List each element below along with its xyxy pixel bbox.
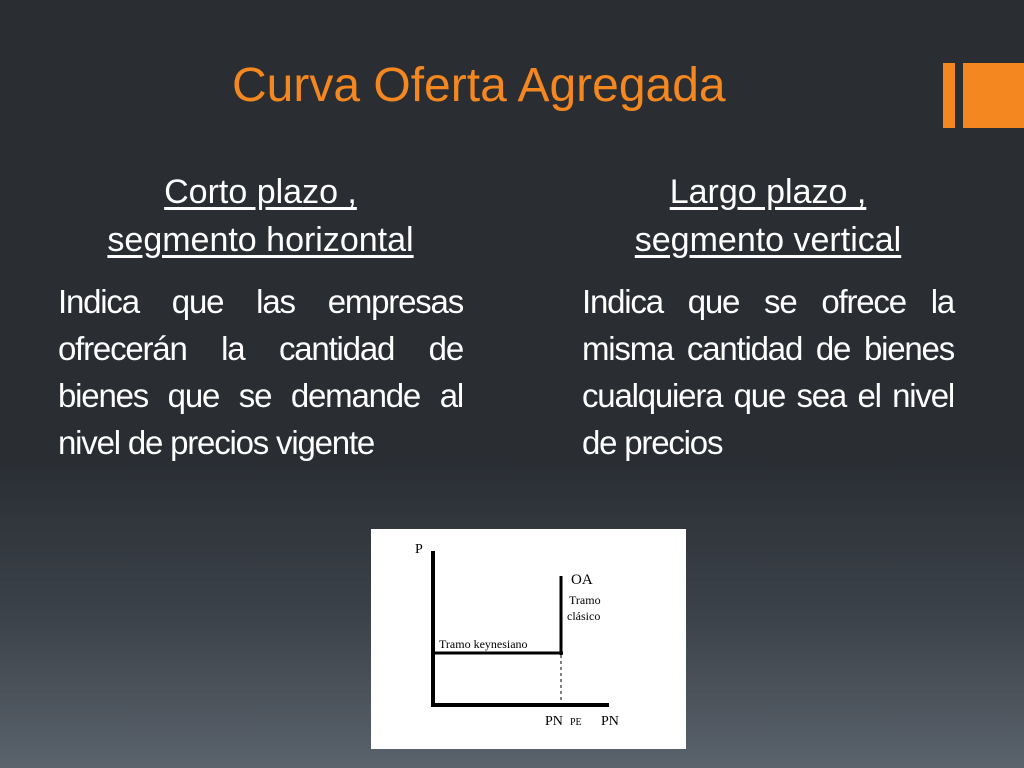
short-run-heading-line1: Corto plazo ,: [164, 173, 357, 211]
short-run-description: Indica que las empresas ofrecerán la cantidad de bienes que se demande al nivel de precios vigente: [58, 283, 463, 461]
long-run-column: [582, 168, 954, 466]
short-run-heading: [58, 168, 463, 264]
aggregate-supply-diagram: [371, 529, 686, 749]
long-run-heading: [582, 168, 954, 264]
keynesian-label: Tramo keynesiano: [439, 637, 528, 651]
y-axis-label: P: [415, 542, 423, 557]
slide-title: Curva Oferta Agregada: [232, 59, 726, 112]
long-run-heading-line1: Largo plazo ,: [669, 173, 867, 211]
x-axis-label: PN: [601, 714, 619, 729]
curve-label: OA: [571, 572, 593, 588]
classical-label-line1: Tramo: [569, 593, 601, 607]
potential-output-subscript: PE: [570, 717, 582, 728]
long-run-heading-line2: segmento vertical: [634, 221, 902, 259]
potential-output-label: PN: [545, 714, 563, 729]
long-run-description: Indica que se ofrece la misma cantidad de bienes cualquiera que sea el nivel de precios: [582, 283, 954, 461]
title-accent-bar-thick: [963, 63, 1024, 128]
aggregate-supply-svg: [371, 529, 686, 749]
short-run-column: [58, 168, 463, 466]
title-accent-bar-thin: [943, 63, 955, 128]
short-run-heading-line2: segmento horizontal: [107, 221, 414, 259]
classical-label-line2: clásico: [567, 609, 601, 623]
